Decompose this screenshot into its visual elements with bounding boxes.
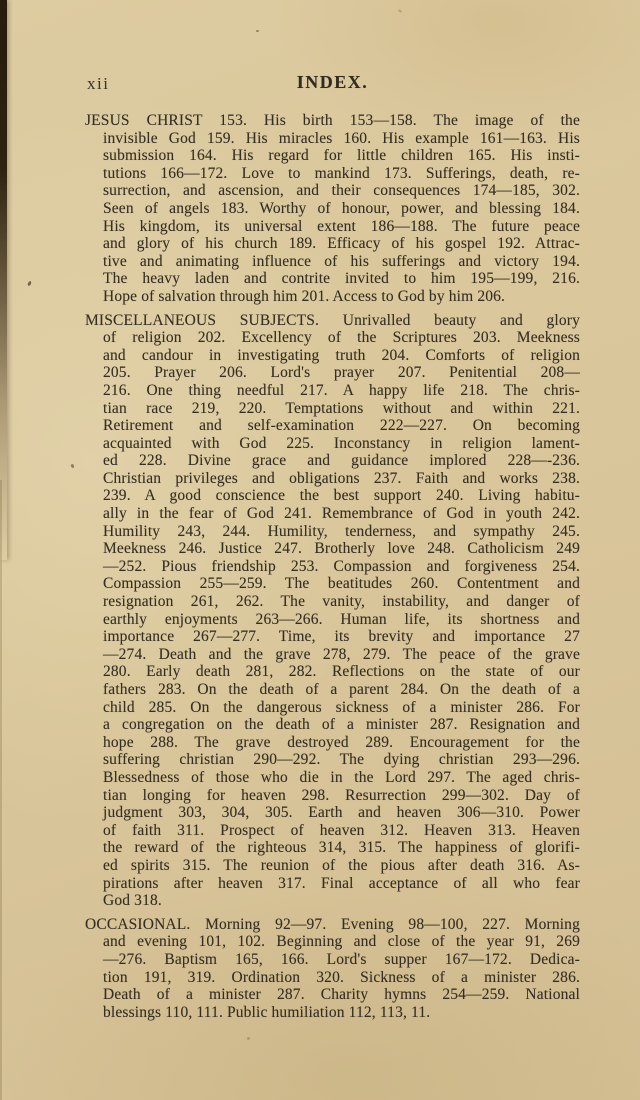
index-line: ed 228. Divine grace and guidance implored 228—-236. [103,452,580,470]
index-entry [85,312,580,910]
index-line: MISCELLANEOUS SUBJECTS. Unrivalled beauty and glory [85,311,580,329]
index-line: JESUS CHRIST 153. His birth 153—158. The image of the [85,112,580,129]
index-line: suffering christian 290—292. The dying christian 293—296. [103,751,580,769]
index-line: pirations after heaven 317. Final acceptance of all who fear [103,874,580,892]
index-line: Meekness 246. Justice 247. Brotherly love 248. Catholicism 249 [103,540,580,558]
index-line: Christian privileges and obligations 237. Faith and works 238. [103,469,580,487]
index-line: tive and animating influence of his sufferings and victory 194. [103,252,580,270]
index-line: and glory of his church 189. Efficacy of his gospel 192. Attrac- [103,235,580,253]
index-entries [85,112,580,1021]
index-line: —274. Death and the grave 278, 279. The peace of the grave [103,645,580,663]
index-line: and candour in investigating truth 204. Comforts of religion [103,346,580,364]
index-line: —276. Baptism 165, 166. Lord's supper 167—172. Dedica- [103,950,580,968]
ink-speck [247,1037,250,1040]
index-line: resignation 261, 262. The vanity, instability, and danger of [103,593,580,611]
index-line: Retirement and self-examination 222—227. On becoming [103,417,580,435]
index-line: the reward of the righteous 314, 315. The happiness of glorifi- [103,839,580,857]
index-line: God 318. [103,892,162,910]
index-line: ally in the fear of God 241. Remembrance of God in youth 242. [103,505,580,523]
index-line: judgment 303, 304, 305. Earth and heaven 306—310. Power [103,804,580,822]
index-line: earthly enjoyments 263—266. Human life, its shortness and [103,610,580,628]
index-line: Humility 243, 244. Humility, tenderness, and sympathy 245. [103,522,580,540]
index-line: tian longing for heaven 298. Resurrection 299—302. Day of [103,786,580,804]
index-line: of faith 311. Prospect of heaven 312. Heaven 313. Heaven [103,821,580,839]
index-line: invisible God 159. His miracles 160. His example 161—163. His [103,129,580,147]
index-line: surrection, and ascension, and their consequences 174—185, 302. [103,182,580,200]
index-line: Compassion 255—259. The beatitudes 260. Contentment and [103,575,580,593]
page-number: xii [87,74,110,93]
index-line: His kingdom, its universal extent 186—188. The future peace [103,217,580,235]
index-line: OCCASIONAL. Morning 92—97. Evening 98—100, 227. Morning [85,915,580,933]
index-line: hope 288. The grave destroyed 289. Encouragement for the [103,733,580,751]
index-line: Seen of angels 183. Worthy of honour, power, and blessing 184. [103,199,580,217]
index-line: —252. Pious friendship 253. Compassion and forgiveness 254. [103,557,580,575]
index-line: Death of a minister 287. Charity hymns 254—259. National [103,986,580,1004]
binding-edge-shadow [0,0,7,560]
index-line: Blessedness of those who die in the Lord 297. The aged chris- [103,768,580,786]
index-line: and evening 101, 102. Beginning and close of the year 91, 269 [103,933,580,951]
index-line: a congregation on the death of a minister 287. Resignation and [103,716,580,734]
index-line: tutions 166—172. Love to mankind 173. Sufferings, death, re- [103,164,580,182]
ink-speck [256,30,259,32]
ink-speck [398,9,402,13]
index-line: importance 267—277. Time, its brevity and importance 27 [103,628,580,646]
index-line: Hope of salvation through him 201. Access to God by him 206. [103,287,506,305]
index-line: blessings 110, 111. Public humiliation 112, 113, 11. [103,1003,431,1021]
index-line: of religion 202. Excellency of the Scriptures 203. Meekness [103,329,580,347]
index-line: acquainted with God 225. Inconstancy in religion lament- [103,434,580,452]
index-entry [85,112,580,306]
page-header [85,74,580,96]
index-line: The heavy laden and contrite invited to him 195—199, 216. [103,270,580,288]
page-left-edge [0,480,2,1100]
index-line: fathers 283. On the death of a parent 284. On the death of a [103,681,580,698]
running-title: INDEX. [296,72,369,92]
index-line: tion 191, 319. Ordination 320. Sickness of a minister 286. [103,968,580,986]
index-line: tian race 219, 220. Temptations without and within 221. [103,399,580,417]
index-line: child 285. On the dangerous sickness of a minister 286. For [103,698,580,716]
index-line: submission 164. His regard for little children 165. His insti- [103,147,580,165]
ink-speck [70,464,74,469]
index-line: 216. One thing needful 217. A happy life 218. The chris- [103,381,580,399]
ink-speck [27,281,32,287]
index-line: 239. A good conscience the best support 240. Living habitu- [103,487,580,505]
index-line: ed spirits 315. The reunion of the pious after death 316. As- [103,856,580,874]
index-line: 280. Early death 281, 282. Reflections on the state of our [103,663,580,681]
index-line: 205. Prayer 206. Lord's prayer 207. Penitential 208— [103,364,580,382]
index-entry [85,916,580,1022]
